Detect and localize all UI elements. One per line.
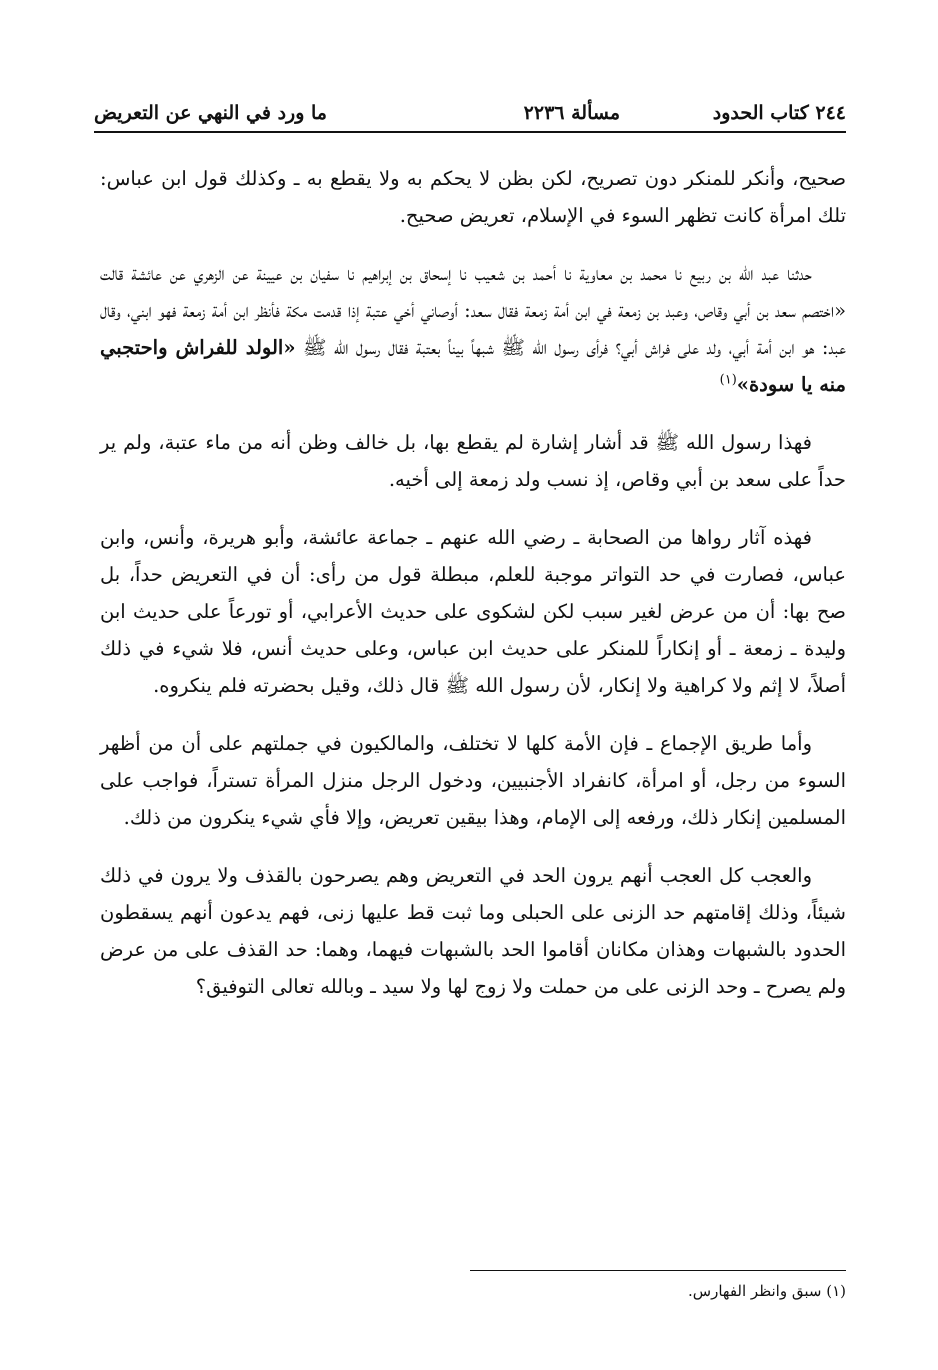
paragraph-3: فهذا رسول الله ﷺ قد أشار إشارة لم يقطع بها، بل خالف وظن أنه من ماء عتبة، ولم ير حداً على سعد بن أبي وقاص، إذ نسب ولد زمعة إلى أخيه. <box>100 431 846 491</box>
footnote-divider <box>470 1270 846 1271</box>
paragraph-1: صحيح، وأنكر للمنكر دون تصريح، لكن بظن لا يحكم به ولا يقطع به ـ وكذلك قول ابن عباس: تلك امرأة كانت تظهر السوء في الإسلام، تعريض صحيح. <box>100 167 846 227</box>
footnote-marker: (١) <box>719 372 737 388</box>
main-text <box>100 160 846 1026</box>
running-header <box>94 96 846 132</box>
header-divider <box>94 131 846 133</box>
footnote: (١) سبق وانظر الفهارس. <box>688 1282 846 1300</box>
page-title: ٢٤٤ كتاب الحدود <box>712 102 846 124</box>
paragraph-2 <box>100 255 846 403</box>
issue-number: مسألة ٢٢٣٦ <box>523 102 620 124</box>
paragraph-4: فهذه آثار رواها من الصحابة ـ رضي الله عنهم ـ جماعة عائشة، وأبو هريرة، وأنس، وابن عباس، فصارت في حد التواتر موجبة للعلم، مبطلة قول من رأى: أن في التعريض حداً، بل صح بها: أن من عرض لغير سبب لكن لشكوى على حديث الأعرابي، أو تورعاً على حديث ابن وليدة ـ زمعة ـ أو إنكاراً للمنكر على حديث ابن عباس، وعلى حديث أنس، فلا شيء في ذلك أصلاً، لا إثم ولا كراهية ولا إنكار، لأن رسول الله ﷺ قال ذلك، وقيل بحضرته فلم ينكروه. <box>100 526 846 697</box>
section-title: ما ورد في النهي عن التعريض <box>94 102 327 124</box>
hadith-quote: «الولد للفراش واحتجبي منه يا سودة» <box>100 336 846 396</box>
hadith-chain: حدثنا عبد الله بن ربيع نا محمد بن معاوية نا أحمد بن شعيب نا إسحاق بن إبراهيم نا سفيان بن عيينة عن الزهري عن عائشة قالت «اختصم سعد بن أبي وقاص، وعبد بن زمعة في ابن أمة زمعة فقال سعد: أوصاني أخي عتبة إذا قدمت مكة فأنظر ابن أمة زمعة فهو ابني، وقال عبد: هو ابن أمة أبي، ولد على فراش أبي؟ فرأى رسول الله ﷺ شبهاً بيناً بعتبة فقال رسول الله ﷺ <box>100 262 846 359</box>
paragraph-6: والعجب كل العجب أنهم يرون الحد في التعريض وهم يصرحون بالقذف ولا يرون في ذلك شيئاً، وذلك إقامتهم حد الزنى على الحبلى وما ثبت قط عليها زنى، فهم يدعون أنهم يسقطون الحدود بالشبهات وهذان مكانان أقاموا الحد بالشبهات فيهما، وهما: حد القذف على من عرض ولم يصرح ـ وحد الزنى على من حملت ولا زوج لها ولا سيد ـ وبالله تعالى التوفيق؟ <box>100 864 846 998</box>
paragraph-5: وأما طريق الإجماع ـ فإن الأمة كلها لا تختلف، والمالكيون في جملتهم على أن من أظهر السوء من رجل، أو امرأة، كانفراد الأجنبيين، ودخول الرجل منزل المرأة تستراً، فواجب على المسلمين إنكار ذلك، ورفعه إلى الإمام، وهذا بيقين تعريض، وإلا فأي شيء ينكرون من ذلك. <box>100 732 846 829</box>
